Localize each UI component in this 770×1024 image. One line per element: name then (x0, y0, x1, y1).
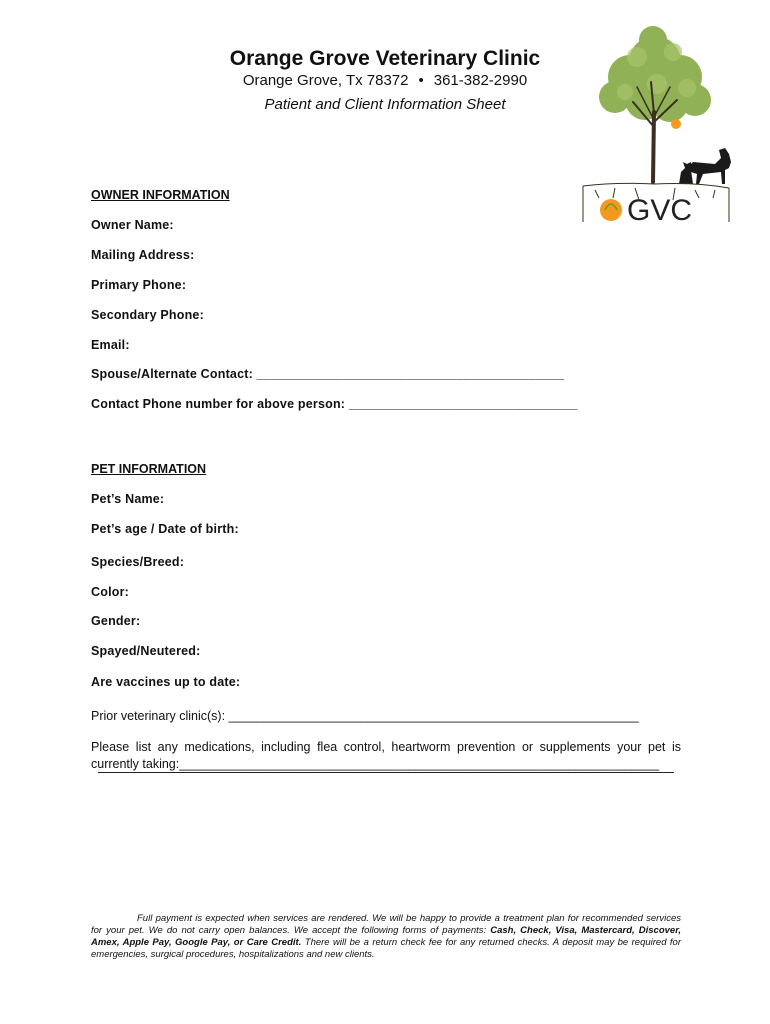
separator-bullet: • (418, 72, 424, 89)
payment-policy-text: Full payment is expected when services are rendered. We will be happy to provide a treatment plan for recommended services for your pet. We do not carry open balances. We accept the following forms of payments: (91, 913, 681, 936)
pet-age-label: Pet’s age / Date of birth: (91, 522, 239, 536)
species-breed-label: Species/Breed: (91, 555, 185, 569)
logo-letters: GVC (627, 194, 693, 227)
tree-with-dog-and-cat-icon (575, 22, 735, 230)
owner-name-label: Owner Name: (91, 218, 174, 232)
spayed-neutered-label: Spayed/Neutered: (91, 644, 201, 658)
medications-blank-line (98, 771, 674, 773)
email-label: Email: (91, 338, 130, 352)
clinic-logo (575, 22, 735, 230)
color-label: Color: (91, 585, 129, 599)
payment-methods-2: Discover, Amex, Apple Pay, Google Pay, or Care Credit. (91, 925, 682, 948)
medications-prompt: Please list any medications, including flea control, heartworm prevention or supplements your pet is currently taking:_____________________________________________________________________ (91, 740, 681, 771)
prior-clinic-label: Prior veterinary clinic(s): ___________________________________________________________ (91, 709, 639, 723)
mailing-address-label: Mailing Address: (91, 248, 195, 262)
clinic-phone: 361-382-2990 (433, 72, 528, 89)
pet-section-heading: PET INFORMATION (91, 462, 207, 476)
payment-policy (91, 913, 681, 961)
clinic-name: Orange Grove Veterinary Clinic (229, 47, 541, 70)
vaccines-label: Are vaccines up to date: (91, 675, 241, 689)
gender-label: Gender: (91, 614, 141, 628)
payment-policy-text-2: There will be a return check fee for any returned checks. A deposit may be required for emergencies, surgical procedures, hospitalizations and new clients. (91, 937, 681, 960)
secondary-phone-label: Secondary Phone: (91, 308, 204, 322)
clinic-city-state-zip: Orange Grove, Tx 78372 (242, 72, 409, 89)
form-title: Patient and Client Information Sheet (264, 96, 506, 113)
pet-name-label: Pet’s Name: (91, 492, 165, 506)
owner-section-heading: OWNER INFORMATION (91, 188, 230, 202)
primary-phone-label: Primary Phone: (91, 278, 187, 292)
payment-methods-1: Cash, Check, Visa, Mastercard, (490, 925, 635, 936)
alternate-contact-label: Spouse/Alternate Contact: ___________________________________________ (91, 367, 565, 381)
alternate-phone-label: Contact Phone number for above person: ________________________________ (91, 397, 578, 411)
